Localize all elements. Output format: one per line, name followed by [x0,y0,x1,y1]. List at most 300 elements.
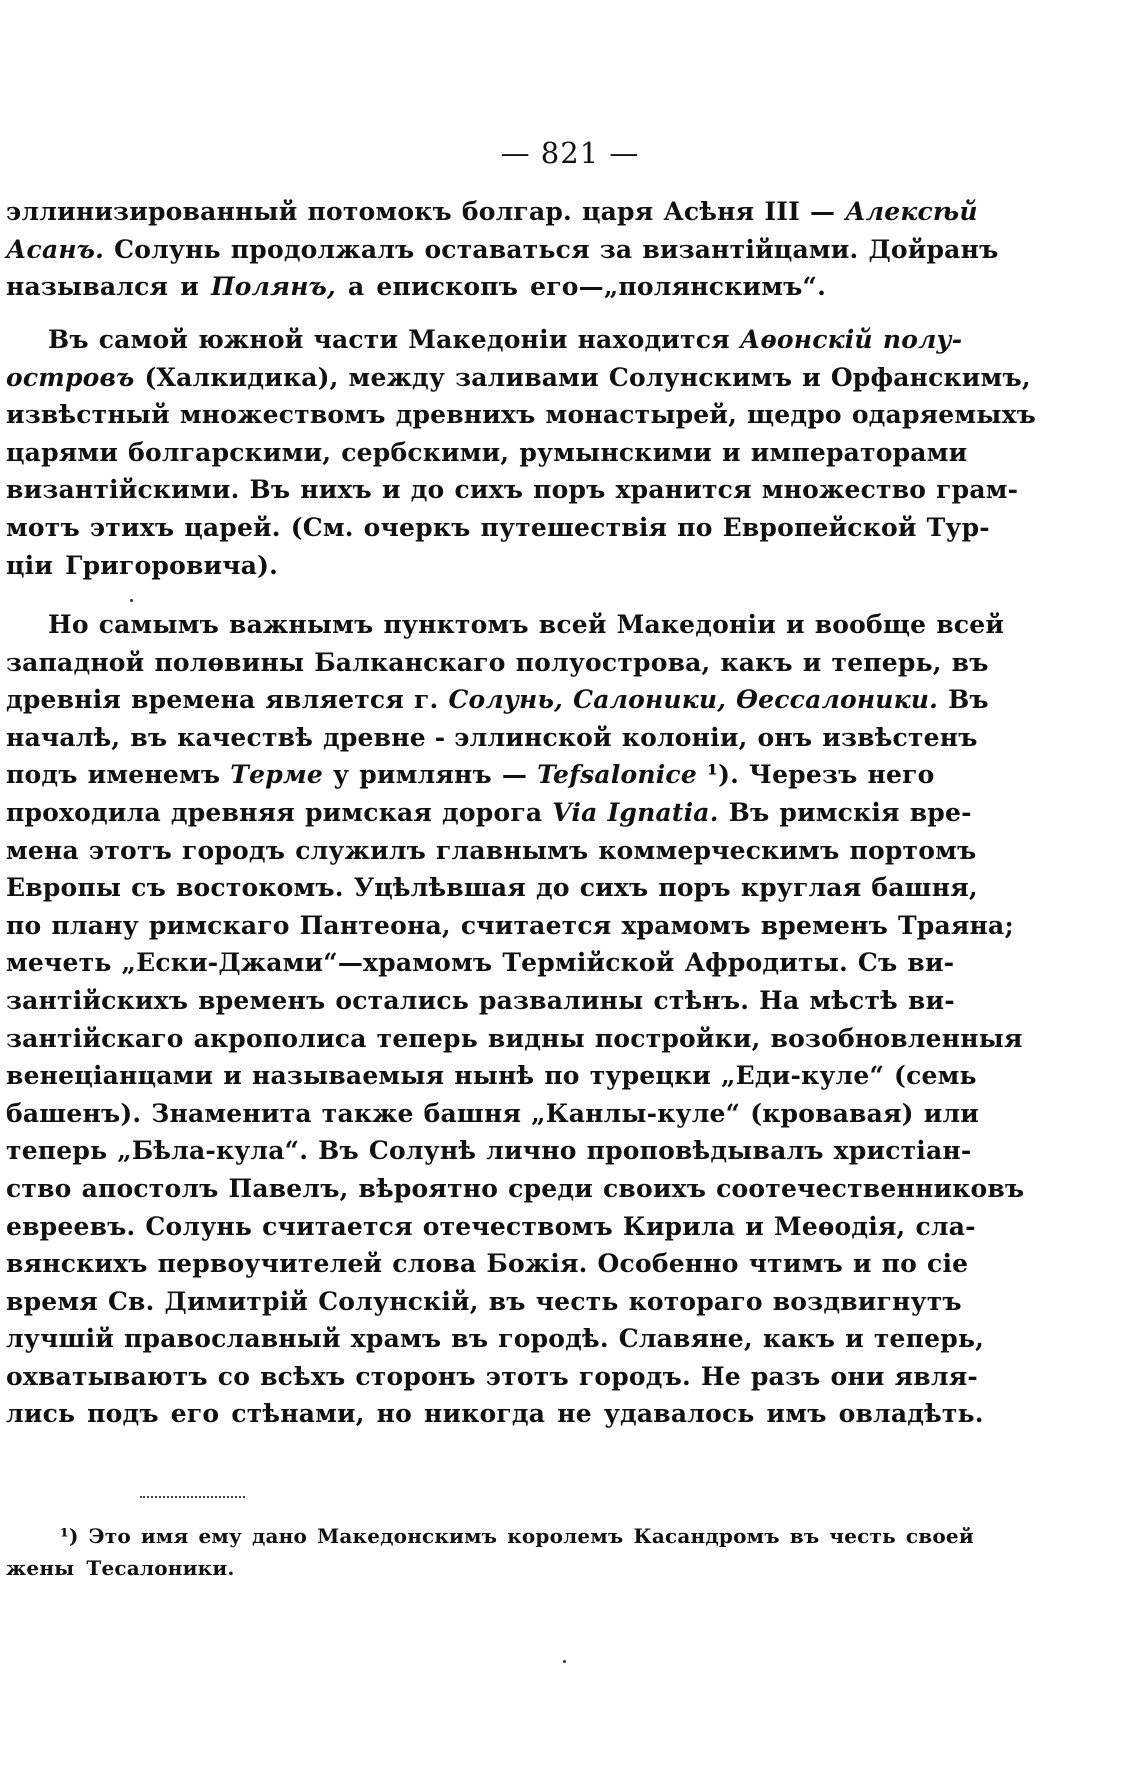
word: Европы [6,873,122,903]
word: у [332,760,350,790]
word: — [501,760,528,790]
text-line [6,644,989,682]
word: Траяна; [898,910,1014,940]
word: грам- [936,475,1019,505]
word: ¹) [60,1524,79,1548]
word: г. [414,685,439,715]
word: римская [304,797,433,827]
word: болгар. [461,197,572,226]
word: продолжалъ [230,234,415,264]
word: остались [335,985,469,1015]
word: башенъ). [6,1098,142,1128]
text-line [6,1552,934,1584]
word: апостолъ [81,1173,219,1203]
word: болгарскими, [128,437,332,467]
word: проходила [6,797,161,827]
word: самымъ [98,610,219,639]
word: Орфанскимъ, [830,362,1031,392]
text-line [6,471,1019,509]
text-line [6,359,1031,397]
text-line [6,719,978,757]
word: епископъ [376,272,519,302]
word: Уцѣлѣвшая [353,873,526,903]
word: византійцами. [642,234,859,264]
word: Въ [948,685,989,715]
text-line [6,268,934,306]
word: круглая [740,873,862,903]
word: и [802,362,821,392]
word: какъ [762,1324,836,1354]
word: онъ [757,722,813,752]
text-line [6,1358,978,1396]
word: среди [508,1173,593,1203]
word: пунктомъ [383,610,529,639]
text-line [6,434,968,472]
word: Знаменита [151,1098,312,1128]
word: Дойранъ [868,234,999,264]
text-line [6,509,990,547]
word: всей [936,610,1005,639]
word: одаряемыхъ [851,400,1037,430]
word: Via [552,797,598,827]
word: Въ [728,797,770,827]
word: Въ [48,325,89,354]
text-line [6,606,1005,644]
word: сторонъ [355,1361,476,1391]
word: Ignatia. [607,797,719,827]
word: Божія. [486,1249,588,1279]
word: они [830,1361,885,1391]
word: всѣхъ [260,1361,346,1391]
word: (Халкидика), [144,362,339,392]
word: царями [6,437,119,467]
word: колоніи, [621,722,748,752]
word: румынскими [519,437,712,467]
word: потомокъ [307,197,452,226]
word: очеркъ [363,512,471,542]
word: православный [124,1324,341,1354]
word: башня, [871,873,978,903]
word: жены [6,1556,75,1580]
word: Солунь, [448,685,564,715]
word: также [321,1098,414,1128]
word: Тур- [926,512,990,542]
scan-speck [563,1660,566,1663]
word: и [745,1211,764,1241]
word: заливами [455,362,599,392]
word: хранится [615,475,752,505]
word: городъ. [578,1361,691,1391]
word: Особенно [597,1249,739,1279]
word: Ѳессалоники. [736,685,939,715]
word: по [677,512,713,542]
word: этихъ [89,512,175,542]
word: городъ [181,835,286,865]
word: Tefsalonice [537,760,697,790]
word: называемыя [252,1061,445,1091]
word: Св. [107,1286,155,1316]
word: вѣроятно [358,1173,499,1203]
word: важнымъ [229,610,374,639]
word: проповѣдывалъ [586,1136,824,1166]
word: поръ [533,475,606,505]
word: сербскими, [341,437,510,467]
word: Въ [249,475,291,505]
word: извѣстный [6,400,170,430]
word: Меѳодія, [773,1211,906,1241]
word: Солунскій, [318,1286,479,1316]
word: полѳвины [154,647,305,677]
word: но [376,1399,413,1429]
word: считается [460,910,612,940]
word: Солунѣ [368,1136,477,1166]
word: коммерческимъ [598,835,840,865]
word: стѣнами, [231,1399,365,1429]
footnote [6,1520,974,1584]
word: самой [98,325,189,354]
word: щедро [747,400,842,430]
word: этотъ [485,1361,569,1391]
text-line [6,396,1037,434]
word: Алексѣй [845,197,978,226]
paragraph [6,606,1025,1433]
word: Балканскаго [314,647,506,677]
paragraph [6,321,1037,584]
word: этотъ [88,835,172,865]
footnote-separator [140,1496,245,1498]
word: Европейской [722,512,917,542]
text-line [6,231,999,269]
word: и [785,610,805,639]
word: древняя [170,797,295,827]
word: множество [761,475,927,505]
word: востокомъ. [175,873,344,903]
word: Аѳонскій [739,325,873,354]
word: именемъ [87,760,221,790]
text-line [6,1320,985,1358]
word: и [852,1249,872,1279]
word: ство [6,1173,72,1203]
word: храмъ [350,1324,442,1354]
word: „Бѣла-кула“. [117,1136,309,1166]
word: римскія [779,797,900,827]
text-line [6,832,977,870]
word: дорога [442,797,543,827]
word: со [217,1361,251,1391]
word: теперь, [873,1324,985,1354]
page-number: — 821 — [500,136,640,170]
word: лучшій [6,1324,115,1354]
word: времена [131,685,256,715]
word: и [180,272,199,302]
word: по [544,1061,580,1091]
word: явля- [894,1361,978,1391]
word: чтимъ [748,1249,843,1279]
word: Терме [230,760,323,790]
word: Солунскимъ [608,362,793,392]
word: портомъ [849,835,977,865]
word: ви- [907,985,955,1015]
word: находится [577,325,730,354]
word: эллинизированный [6,197,298,226]
word: видны [487,1023,585,1053]
word: всей [538,610,607,639]
word: городѣ. [498,1324,609,1354]
word: (семь [894,1061,977,1091]
word: честь [535,1286,619,1316]
word: качествѣ [177,722,313,752]
word: возобновленныя [770,1023,1023,1053]
word: мѣстѣ [809,985,898,1015]
word: назывался [6,272,169,302]
word: полу- [882,325,963,354]
text-line [6,1170,1025,1208]
word: III [764,197,800,226]
word: за [599,234,633,264]
word: нынѣ [454,1061,535,1091]
word: какъ [720,647,793,677]
word: воздвигнутъ [772,1286,962,1316]
word: плану [51,910,139,940]
word: императорами [750,437,968,467]
word: временъ [198,985,326,1015]
word: никогда [424,1399,546,1429]
word: и [721,437,741,467]
word: римскаго [148,910,290,940]
word: христіан- [833,1136,972,1166]
text-line [6,1208,976,1246]
word: по [881,1249,918,1279]
word: древнихъ [395,400,536,430]
word: мотъ [6,512,80,542]
word: Полянъ, [210,272,336,302]
word: Афродиты. [684,948,848,978]
text-line [6,1057,977,1095]
word: теперь, [831,647,942,677]
word: не [557,1399,592,1429]
text-line [6,794,972,832]
word: Григоровича). [65,550,279,580]
word: своей [905,1524,974,1548]
word: турецки [589,1061,712,1091]
word: удавалось [603,1399,755,1429]
word: евреевъ. [6,1211,136,1241]
word: Димитрій [164,1286,309,1316]
word: лись [6,1399,76,1429]
word: зантійскихъ [6,985,189,1015]
word: нихъ [300,475,372,505]
word: — [810,197,836,226]
word: Въ [318,1136,359,1166]
word: и [845,1324,864,1354]
word: является [265,685,404,715]
text-line [6,1395,984,1433]
word: и [223,1061,243,1091]
word: Касандромъ [633,1524,780,1548]
word: царя [581,197,654,226]
word: извѣстенъ [822,722,978,752]
word: венеціанцами [6,1061,214,1091]
word: акрополиса [193,1023,367,1053]
word: Македоніи [616,610,776,639]
word: сіе [927,1249,969,1279]
word: храмомъ [621,910,751,940]
word: по [6,910,42,940]
word: королемъ [507,1524,624,1548]
word: Кирила [622,1211,736,1241]
word: слова [392,1249,477,1279]
word: имъ [766,1399,827,1429]
word: Черезъ [749,760,858,790]
word: честь [829,1524,896,1548]
word: западной [6,647,145,677]
word: дано [251,1524,308,1548]
paragraph [6,193,999,306]
word: сихъ [454,475,524,505]
word: зантійскаго [6,1023,184,1053]
word: южной [198,325,304,354]
word: главнымъ [436,835,589,865]
word: множествомъ [179,400,386,430]
word: Но [48,610,89,639]
word: временъ [760,910,888,940]
word: Термійской [502,948,675,978]
word: вообще [814,610,927,639]
word: или [923,1098,980,1128]
word: римлянъ [359,760,492,790]
word: ціи [6,550,54,580]
word: Съ [857,948,898,978]
text-line [6,1283,962,1321]
text-line [6,907,1014,945]
word: Это [88,1524,131,1548]
word: и [381,475,401,505]
text-line [6,193,978,231]
word: Павелъ, [228,1173,349,1203]
word: развалины [478,985,644,1015]
word: оставаться [424,234,590,264]
word: лично [486,1136,577,1166]
text-line [6,869,978,907]
word: а [347,272,365,302]
word: и [802,647,822,677]
word: башня [423,1098,522,1128]
word: до [410,475,445,505]
word: постройки, [594,1023,761,1053]
word: вянскихъ [6,1249,148,1279]
word: вре- [909,797,972,827]
word: стѣнъ. [653,985,750,1015]
word: его [170,1399,220,1429]
word: островъ [6,362,135,392]
word: путешествія [480,512,668,542]
word: мена [6,835,79,865]
word: мечеть [6,948,112,978]
word: него [867,760,935,790]
word: Салоники, [573,685,727,715]
word: теперь [6,1136,108,1166]
word: до [535,873,570,903]
word: древне - эллинской [322,722,612,752]
text-line [6,1520,974,1552]
word: своихъ [603,1173,707,1203]
word: началѣ, [6,722,121,752]
word: „Ески-Джами“—храмомъ [121,948,493,978]
word: въ [130,722,168,752]
text-line [6,944,955,982]
word: охватываютъ [6,1361,208,1391]
word: Солунь [114,234,221,264]
word: котораго [628,1286,763,1316]
word: овладѣть. [838,1399,984,1429]
word: подъ [6,760,78,790]
scan-speck [130,599,133,602]
word: считается [262,1211,413,1241]
word: разъ [750,1361,821,1391]
word: въ [451,1324,489,1354]
word: „Еди-куле“ [721,1061,885,1091]
word: Македоніи [408,325,568,354]
word: имя [140,1524,189,1548]
word: (См. [290,512,354,542]
word: сла- [915,1211,976,1241]
word: ¹). [706,760,740,790]
text-line [6,681,989,719]
word: въ [951,647,989,677]
word: ему [198,1524,242,1548]
text-line [6,1132,972,1170]
word: Тесалоники. [86,1556,235,1580]
text-line [6,982,955,1020]
word: съ [131,873,166,903]
word: поръ [658,873,731,903]
word: монастырей, [545,400,738,430]
word: (кровавая) [750,1098,914,1128]
word: первоучителей [157,1249,383,1279]
text-line [6,1245,969,1283]
text-line [6,1095,980,1133]
word: Славяне, [618,1324,753,1354]
word: его—„полянскимъ“. [530,272,826,302]
word: Солунь [145,1211,253,1241]
word: время [6,1286,98,1316]
word: Асѣня [663,197,755,226]
word: Асанъ. [6,234,105,264]
word: Не [700,1361,741,1391]
word: подъ [87,1399,159,1429]
text-line [6,1020,1023,1058]
word: въ [789,1524,820,1548]
word: царей. [184,512,281,542]
text-line [6,547,934,585]
word: полуострова, [515,647,711,677]
word: ви- [907,948,955,978]
word: древнія [6,685,122,715]
word: части [313,325,399,354]
text-line [6,321,963,359]
word: теперь [376,1023,478,1053]
word: служилъ [295,835,427,865]
word: соотечественниковъ [716,1173,1025,1203]
word: въ [488,1286,526,1316]
word: Пантеона, [299,910,451,940]
word: отечествомъ [422,1211,613,1241]
word: византійскими. [6,475,240,505]
word: сихъ [579,873,649,903]
word: между [348,362,446,392]
word: Македонскимъ [317,1524,498,1548]
text-line [6,756,934,794]
